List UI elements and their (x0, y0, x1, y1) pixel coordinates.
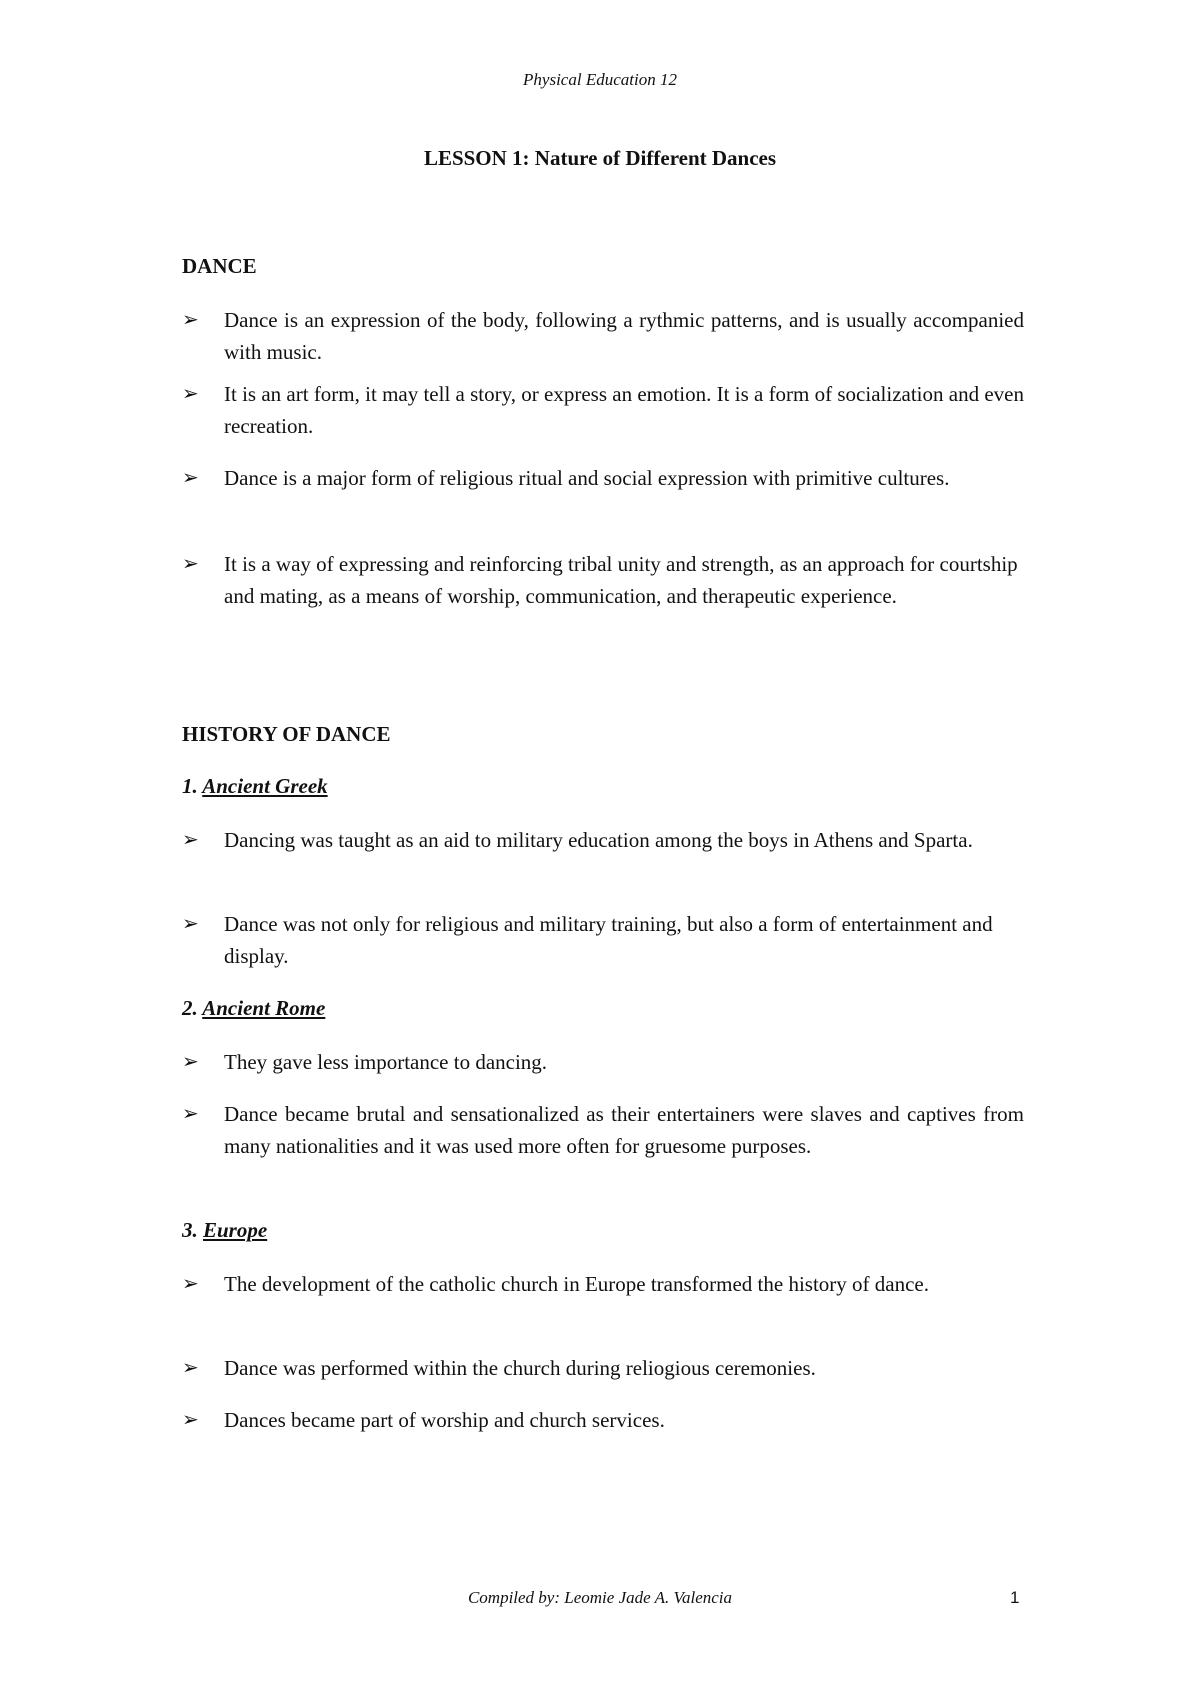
arrow-bullet-icon: ➢ (182, 913, 199, 935)
arrow-bullet-icon: ➢ (182, 309, 199, 331)
list-item: ➢ Dance was not only for religious and military training, but also a form of entertainment and display. (182, 908, 1024, 972)
arrow-bullet-icon: ➢ (182, 1051, 199, 1073)
arrow-bullet-icon: ➢ (182, 383, 199, 405)
arrow-bullet-icon: ➢ (182, 1103, 199, 1125)
list-item: ➢ Dances became part of worship and church services. (182, 1404, 1024, 1436)
list-item: ➢ Dance is a major form of religious ritual and social expression with primitive cultures. (182, 462, 1024, 494)
list-item: ➢ Dance is an expression of the body, following a rythmic patterns, and is usually accompanied with music. (182, 304, 1024, 368)
page-footer: Compiled by: Leomie Jade A. Valencia (467, 1588, 733, 1607)
list-item: ➢ The development of the catholic church in Europe transformed the history of dance. (182, 1268, 1024, 1300)
subsection-heading-ancient-rome: 2. Ancient Rome (182, 996, 326, 1020)
list-item: ➢ It is a way of expressing and reinforcing tribal unity and strength, as an approach for courtship and mating, as a means of worship, communication, and therapeutic experience. (182, 548, 1024, 612)
list-item: ➢ It is an art form, it may tell a story, or express an emotion. It is a form of socialization and even recreation. (182, 378, 1024, 442)
section-heading-history: HISTORY OF DANCE (182, 722, 391, 746)
page-header: Physical Education 12 (523, 70, 677, 89)
list-item: ➢ Dance was performed within the church during reliogious ceremonies. (182, 1352, 1024, 1384)
page-number: 1 (1010, 1588, 1020, 1607)
subsection-heading-ancient-greek: 1. Ancient Greek (182, 774, 328, 798)
section-heading-dance: DANCE (182, 254, 257, 278)
arrow-bullet-icon: ➢ (182, 467, 199, 489)
subsection-heading-europe: 3. Europe (182, 1218, 268, 1242)
list-item: ➢ They gave less importance to dancing. (182, 1046, 1024, 1078)
arrow-bullet-icon: ➢ (182, 1409, 199, 1431)
arrow-bullet-icon: ➢ (182, 1273, 199, 1295)
list-item: ➢ Dancing was taught as an aid to military education among the boys in Athens and Sparta. (182, 824, 1024, 856)
arrow-bullet-icon: ➢ (182, 829, 199, 851)
arrow-bullet-icon: ➢ (182, 1357, 199, 1379)
list-item: ➢ Dance became brutal and sensationalized as their entertainers were slaves and captives from many nationalities and it was used more often for gruesome purposes. (182, 1098, 1024, 1162)
lesson-title: LESSON 1: Nature of Different Dances (423, 146, 777, 170)
arrow-bullet-icon: ➢ (182, 553, 199, 575)
